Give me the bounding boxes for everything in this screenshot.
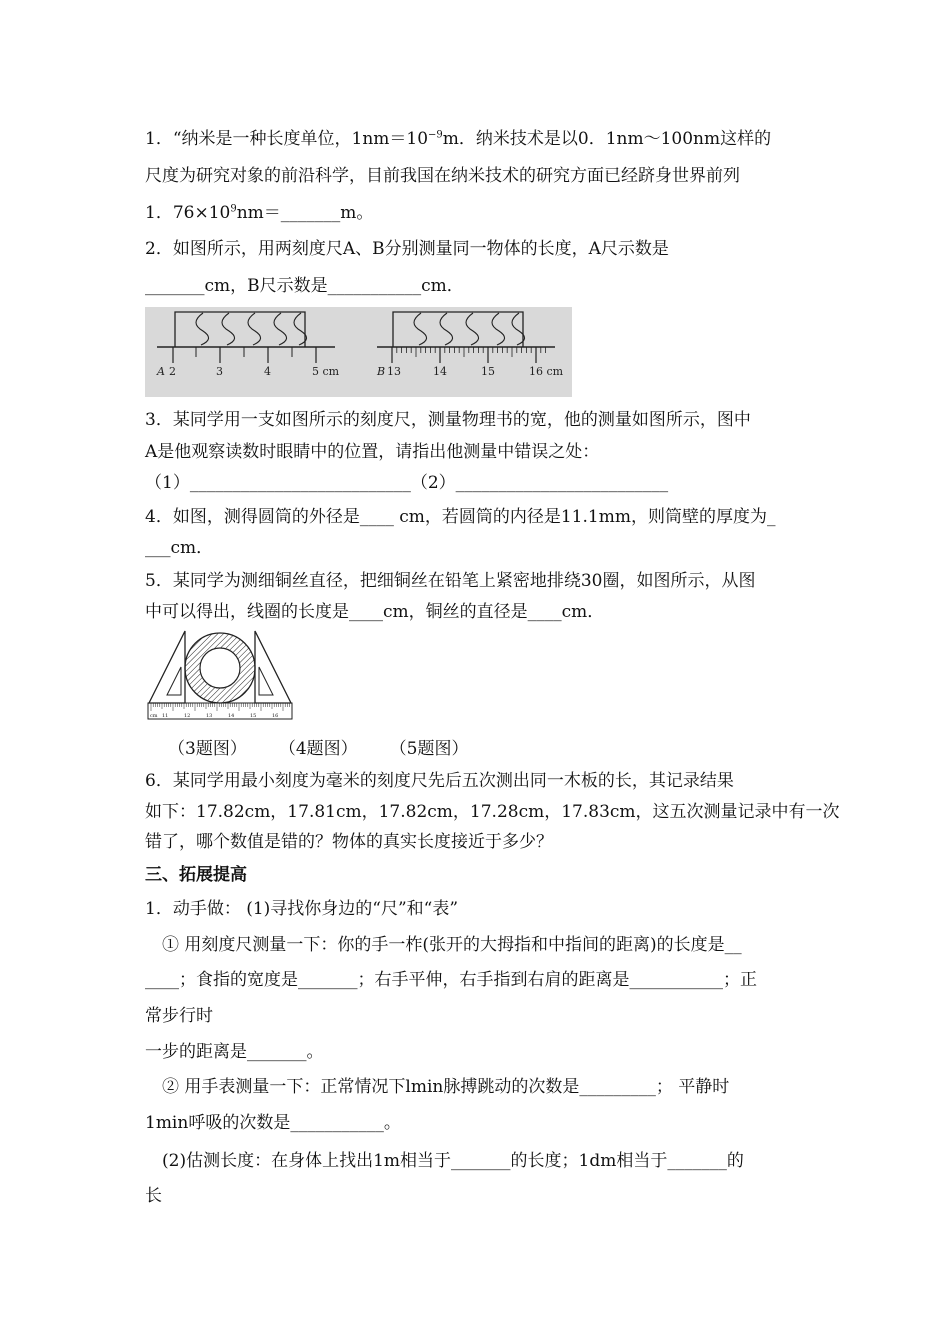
tube-ruler-tick: 14: [228, 713, 235, 719]
q2-line-1: 2．如图所示，用两刻度尺A、B分别测量同一物体的长度，A尺示数是: [145, 239, 669, 259]
q5-line-1: 5．某同学为测细铜丝直径，把细铜丝在铅笔上紧密地排绕30圈，如图所示，从图: [145, 571, 756, 591]
ruler-b-tick: 15: [481, 365, 495, 378]
ruler-figure: [145, 307, 572, 397]
q4-line-2: ___cm．: [145, 538, 214, 558]
q2-line-2: _______cm，B尺示数是___________cm．: [145, 276, 464, 296]
caption-fig5: （5题图）: [389, 739, 469, 759]
ex1-line-6: ② 用手表测量一下：正常情况下lmin脉搏跳动的次数是_________； 平静时: [162, 1077, 730, 1097]
tube-ruler-unit: cm: [150, 713, 158, 719]
q1-line-2: 尺度为研究对象的前沿科学，目前我国在纳米技术的研究方面已经跻身世界前列: [145, 166, 740, 186]
q3-line-1: 3．某同学用一支如图所示的刻度尺，测量物理书的宽，他的测量如图所示，图中: [145, 410, 751, 430]
tube-figure: [145, 627, 295, 723]
ex1-line-3: ____；食指的宽度是_______；右手平伸，右手指到右肩的距离是___________；正: [145, 970, 757, 990]
q6-line-1: 6．某同学用最小刻度为毫米的刻度尺先后五次测出同一木板的长，其记录结果: [145, 771, 734, 791]
section-heading: 三、拓展提高: [145, 865, 247, 885]
tube-ruler-tick: 15: [250, 713, 257, 719]
ex1-line-1: 1．动手做： (1)寻找你身边的“尺”和“表”: [145, 899, 459, 919]
ruler-a-label: A: [157, 365, 165, 378]
q4-line-1: 4．如图，测得圆筒的外径是____ cm，若圆筒的内径是11.1mm，则筒壁的厚度为_: [145, 507, 776, 527]
ex1-line-8: (2)估测长度：在身体上找出1m相当于_______的长度；1dm相当于_______的: [162, 1151, 744, 1171]
tube-ruler-tick: 11: [162, 713, 169, 719]
ex1-line-9: 长: [145, 1186, 162, 1206]
q5-line-2: 中可以得出，线圈的长度是____cm，铜丝的直径是____cm．: [145, 602, 605, 622]
tube-ruler-tick: 16: [272, 713, 279, 719]
ruler-b-tick: 13: [387, 365, 401, 378]
ruler-a-tick: 3: [216, 365, 223, 378]
tube-ruler-tick: 12: [184, 713, 191, 719]
ruler-a-tick: 2: [169, 365, 176, 378]
q1-line-1: 1．“纳米是一种长度单位，$1nm=10^{-9}m$．纳米技术是以0．1nm～100nm这样的: [145, 129, 772, 149]
q6-line-2: 如下：17.82cm，17.81cm，17.82cm，17.28cm，17.83cm，这五次测量记录中有一次: [145, 802, 840, 822]
caption-fig3: （3题图）: [168, 739, 247, 759]
q6-line-3: 错了，哪个数值是错的？物体的真实长度接近于多少？: [145, 832, 553, 852]
ruler-a-tick: 4: [264, 365, 271, 378]
ruler-b-label: B: [377, 365, 386, 378]
ex1-line-2: ① 用刻度尺测量一下：你的手一柞(张开的大拇指和中指间的距离)的长度是__: [162, 935, 742, 955]
ex1-line-7: 1min呼吸的次数是___________。: [145, 1113, 401, 1133]
ex1-line-5: 一步的距离是_______。: [145, 1042, 324, 1062]
ruler-a-tick: 5 cm: [312, 365, 340, 378]
ruler-b-tick: 16 cm: [529, 365, 564, 378]
q3-line-2: A是他观察读数时眼睛中的位置，请指出他测量中错误之处：: [145, 442, 600, 462]
q1-line-3: 1．$76\times 10^9nm=\_\_\_\_\_\_\_m$。: [145, 203, 374, 223]
tube-ruler-tick: 13: [206, 713, 213, 719]
ruler-b-tick: 14: [433, 365, 447, 378]
caption-fig4: （4题图）: [278, 739, 358, 759]
q3-line-3: （1）__________________________（2）_________________________: [145, 473, 669, 493]
caption-row: [168, 738, 833, 760]
ex1-line-4: 常步行时: [145, 1006, 213, 1026]
